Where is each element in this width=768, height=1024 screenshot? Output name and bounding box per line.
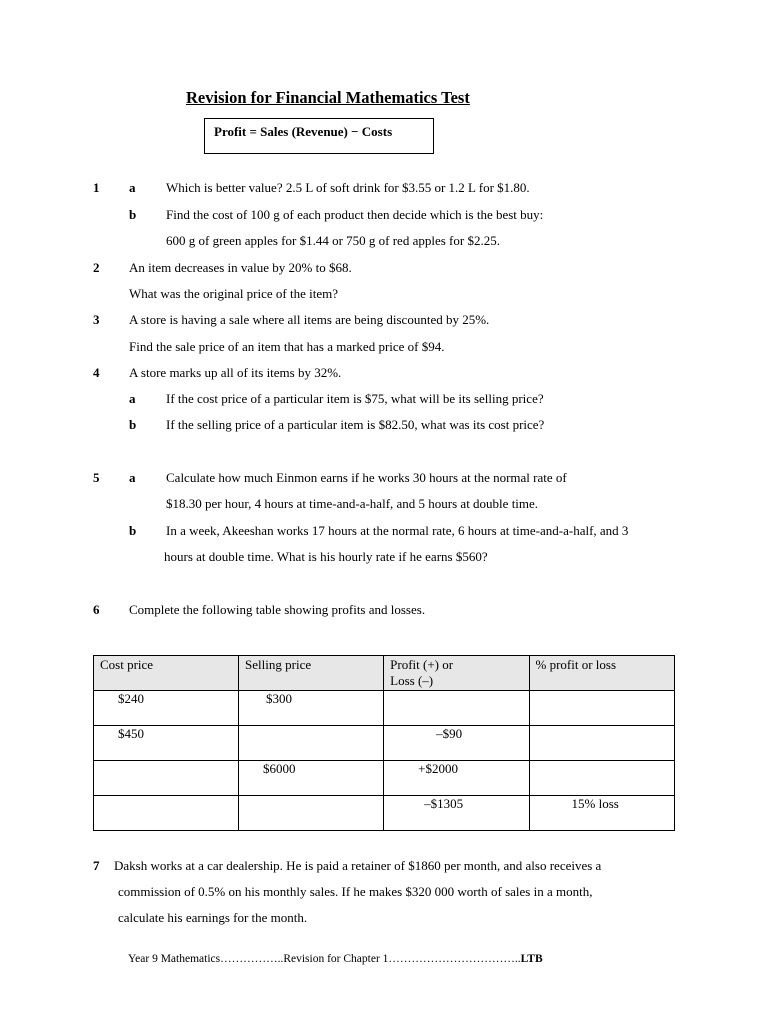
question-3-line1: A store is having a sale where all items are being discounted by 25%.: [129, 312, 490, 327]
header-selling-price: Selling price: [239, 656, 384, 691]
cell-cost[interactable]: $450: [94, 726, 239, 761]
table-header-row: [94, 656, 675, 691]
header-profit-loss: Profit (+) or Loss (–): [384, 656, 529, 691]
question-number-2: 2: [93, 260, 100, 275]
profit-loss-table: [93, 655, 675, 831]
header-cost-price: Cost price: [94, 656, 239, 691]
question-number-1: 1: [93, 180, 100, 195]
question-4b-label: b: [129, 417, 137, 432]
cell-percent[interactable]: [529, 726, 674, 761]
question-number-4: 4: [93, 365, 100, 380]
page-title: Revision for Financial Mathematics Test: [186, 88, 470, 107]
question-4a-text: If the cost price of a particular item is $75, what will be its selling price?: [166, 391, 544, 406]
footer-text: Year 9 Mathematics……………..Revision for Chapter 1……………………………..: [128, 953, 521, 965]
question-3-line2: Find the sale price of an item that has a marked price of $94.: [129, 339, 445, 354]
question-1b-line2: 600 g of green apples for $1.44 or 750 g of red apples for $2.25.: [166, 233, 500, 248]
question-6-text: Complete the following table showing profits and losses.: [129, 602, 426, 617]
question-number-6: 6: [93, 602, 100, 617]
question-5a-line2: $18.30 per hour, 4 hours at time-and-a-half, and 5 hours at double time.: [166, 496, 539, 511]
cell-profit[interactable]: –$90: [384, 726, 529, 761]
question-number-3: 3: [93, 312, 100, 327]
cell-selling[interactable]: [239, 796, 384, 831]
question-1b-line1: Find the cost of 100 g of each product then decide which is the best buy:: [166, 207, 544, 222]
table-row: [94, 796, 675, 831]
question-7-line1: Daksh works at a car dealership. He is paid a retainer of $1860 per month, and also receives a: [114, 858, 602, 873]
question-2-line1: An item decreases in value by 20% to $68.: [129, 260, 352, 275]
cell-selling[interactable]: [239, 726, 384, 761]
cell-cost[interactable]: $240: [94, 691, 239, 726]
question-2-line2: What was the original price of the item?: [129, 286, 339, 301]
header-percent: % profit or loss: [529, 656, 674, 691]
profit-formula: Profit = Sales (Revenue) − Costs: [214, 124, 393, 139]
question-5b-line1: In a week, Akeeshan works 17 hours at the normal rate, 6 hours at time-and-a-half, and 3: [166, 523, 629, 538]
table-row: [94, 726, 675, 761]
cell-percent[interactable]: 15% loss: [529, 796, 674, 831]
question-7-line3: calculate his earnings for the month.: [118, 910, 308, 925]
cell-percent[interactable]: [529, 761, 674, 796]
question-5a-line1: Calculate how much Einmon earns if he works 30 hours at the normal rate of: [166, 470, 567, 485]
question-5b-label: b: [129, 523, 137, 538]
cell-profit[interactable]: –$1305: [384, 796, 529, 831]
cell-selling[interactable]: $6000: [239, 761, 384, 796]
question-number-5: 5: [93, 470, 100, 485]
question-number-7: 7: [93, 858, 100, 873]
cell-percent[interactable]: [529, 691, 674, 726]
cell-cost[interactable]: [94, 761, 239, 796]
question-5a-label: a: [129, 470, 136, 485]
table-row: [94, 761, 675, 796]
question-5b-line2: hours at double time. What is his hourly rate if he earns $560?: [164, 549, 488, 564]
question-4a-label: a: [129, 391, 136, 406]
question-1a-text: Which is better value? 2.5 L of soft drink for $3.55 or 1.2 L for $1.80.: [166, 180, 530, 195]
question-1b-label: b: [129, 207, 137, 222]
footer-initials: LTB: [520, 953, 543, 965]
question-4-line1: A store marks up all of its items by 32%.: [129, 365, 342, 380]
question-1a-label: a: [129, 180, 136, 195]
cell-selling[interactable]: $300: [239, 691, 384, 726]
question-4b-text: If the selling price of a particular item is $82.50, what was its cost price?: [166, 417, 545, 432]
cell-profit[interactable]: [384, 691, 529, 726]
cell-cost[interactable]: [94, 796, 239, 831]
table-row: [94, 691, 675, 726]
cell-profit[interactable]: +$2000: [384, 761, 529, 796]
question-7-line2: commission of 0.5% on his monthly sales. If he makes $320 000 worth of sales in a month,: [118, 884, 593, 899]
page-footer: [128, 953, 543, 965]
